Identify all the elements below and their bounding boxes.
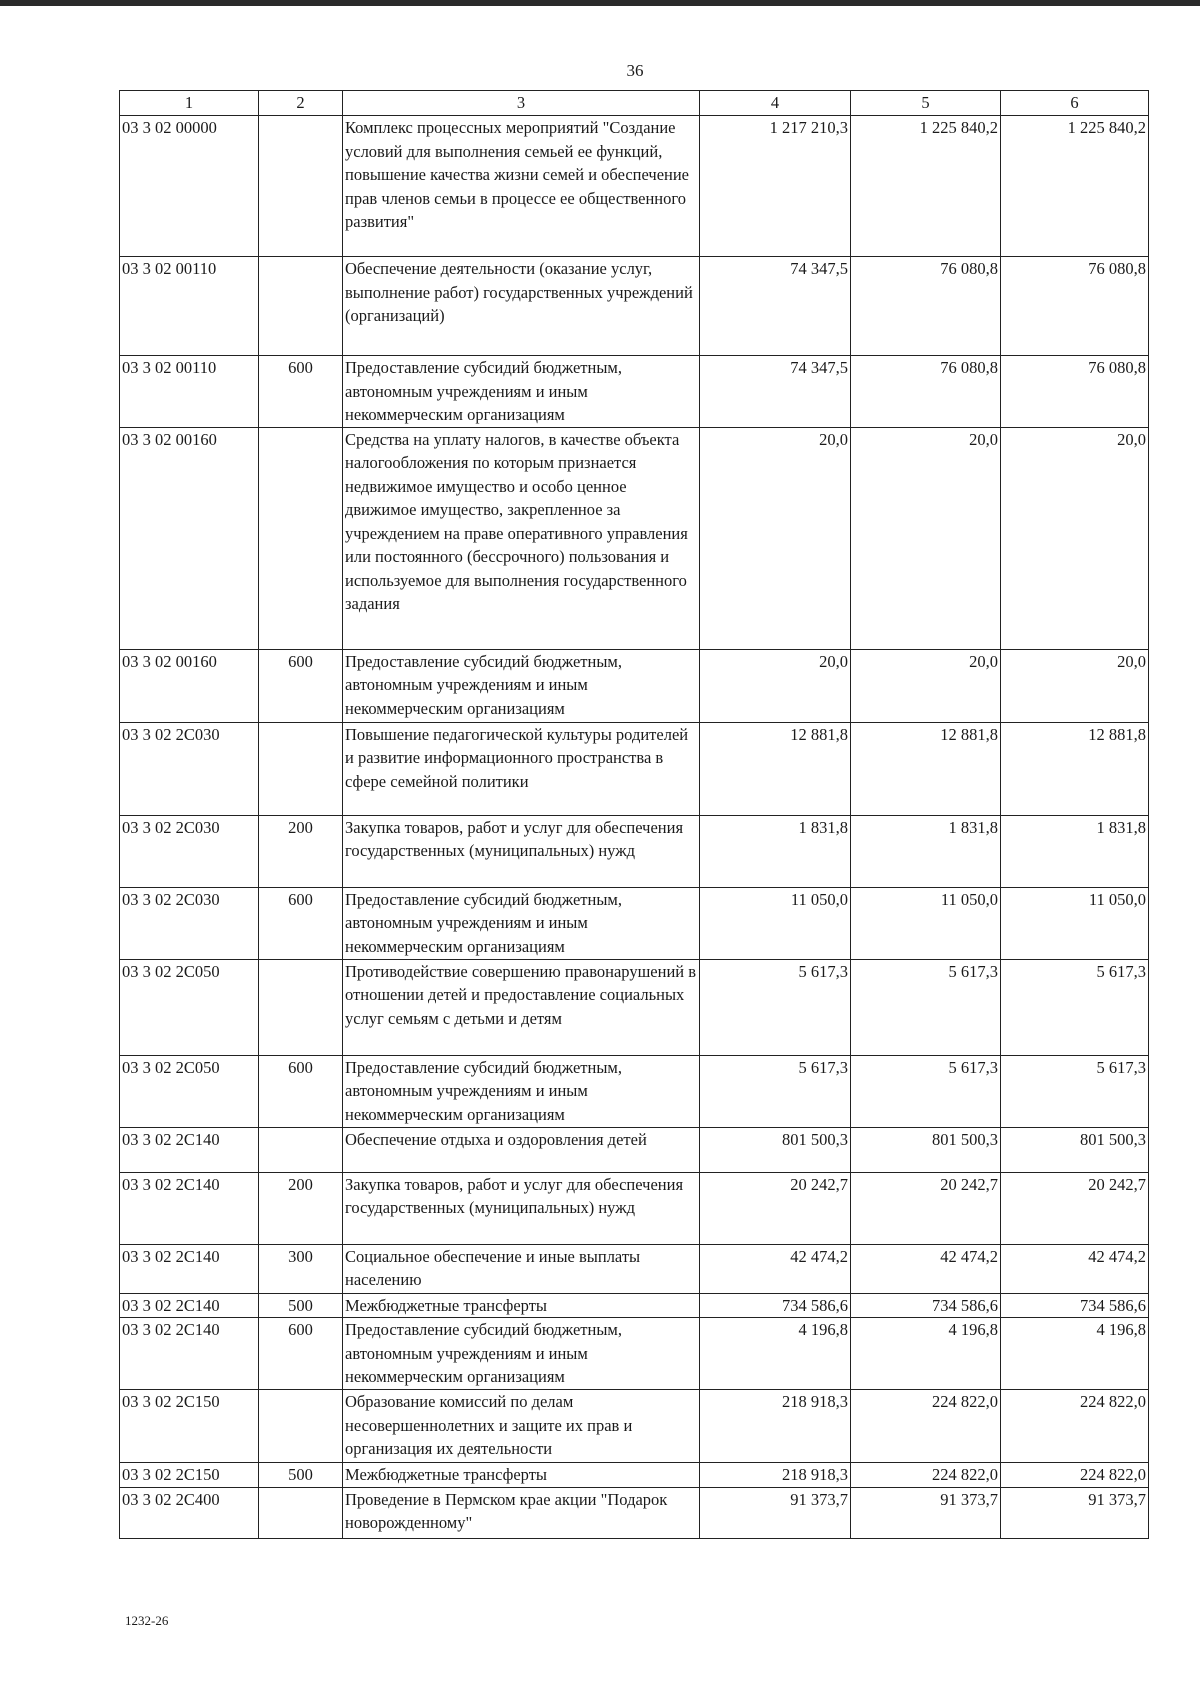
- row-expense-type: 600: [259, 356, 343, 428]
- header-col-6: 6: [1001, 91, 1149, 116]
- row-expense-type: 600: [259, 649, 343, 722]
- row-name: Средства на уплату налогов, в качестве объекта налогообложения по которым признается недвижимое имущество и особо ценное движимое имущество, закрепленное за учреждением на праве оперативного управления или постоянного (бессрочного) пользования и используемое для выполнения государственного задания: [343, 427, 700, 649]
- header-col-4: 4: [700, 91, 851, 116]
- row-value-col4: 20,0: [700, 427, 851, 649]
- row-code: 03 3 02 2С050: [120, 1055, 259, 1127]
- row-value-col5: 20 242,7: [851, 1172, 1001, 1244]
- scan-top-edge: [0, 0, 1200, 6]
- row-code: 03 3 02 2С030: [120, 722, 259, 815]
- row-value-col6: 76 080,8: [1001, 257, 1149, 356]
- row-value-col6: 42 474,2: [1001, 1244, 1149, 1293]
- table-row: [120, 1390, 1149, 1463]
- row-name: Предоставление субсидий бюджетным, автономным учреждениям и иным некоммерческим организациям: [343, 887, 700, 959]
- table-row: [120, 1318, 1149, 1390]
- row-value-col5: 42 474,2: [851, 1244, 1001, 1293]
- table-row: [120, 356, 1149, 428]
- row-name: Предоставление субсидий бюджетным, автономным учреждениям и иным некоммерческим организациям: [343, 1055, 700, 1127]
- row-value-col4: 20,0: [700, 649, 851, 722]
- row-code: 03 3 02 00110: [120, 257, 259, 356]
- row-value-col6: 20,0: [1001, 427, 1149, 649]
- row-code: 03 3 02 00000: [120, 116, 259, 257]
- row-code: 03 3 02 00110: [120, 356, 259, 428]
- row-name: Предоставление субсидий бюджетным, автономным учреждениям и иным некоммерческим организациям: [343, 1318, 700, 1390]
- row-value-col4: 74 347,5: [700, 257, 851, 356]
- row-code: 03 3 02 2С030: [120, 887, 259, 959]
- table-row: [120, 1293, 1149, 1318]
- row-value-col6: 4 196,8: [1001, 1318, 1149, 1390]
- header-col-3: 3: [343, 91, 700, 116]
- row-value-col5: 12 881,8: [851, 722, 1001, 815]
- row-name: Предоставление субсидий бюджетным, автономным учреждениям и иным некоммерческим организациям: [343, 649, 700, 722]
- row-code: 03 3 02 00160: [120, 649, 259, 722]
- table-row: [120, 815, 1149, 887]
- header-col-2: 2: [259, 91, 343, 116]
- row-value-col4: 4 196,8: [700, 1318, 851, 1390]
- row-expense-type: 600: [259, 1055, 343, 1127]
- row-value-col4: 5 617,3: [700, 1055, 851, 1127]
- row-value-col5: 734 586,6: [851, 1293, 1001, 1318]
- row-value-col6: 224 822,0: [1001, 1463, 1149, 1488]
- row-value-col6: 1 225 840,2: [1001, 116, 1149, 257]
- row-name: Межбюджетные трансферты: [343, 1463, 700, 1488]
- page-number: 36: [626, 61, 644, 80]
- row-name: Комплекс процессных мероприятий "Создание условий для выполнения семьей ее функций, повышение качества жизни семей и обеспечение прав членов семьи в процессе ее общественного развития": [343, 116, 700, 257]
- row-value-col6: 1 831,8: [1001, 815, 1149, 887]
- row-value-col5: 4 196,8: [851, 1318, 1001, 1390]
- row-value-col4: 42 474,2: [700, 1244, 851, 1293]
- row-expense-type: [259, 1390, 343, 1463]
- row-code: 03 3 02 2С150: [120, 1390, 259, 1463]
- row-value-col5: 91 373,7: [851, 1487, 1001, 1538]
- row-value-col5: 20,0: [851, 427, 1001, 649]
- table-row: [120, 887, 1149, 959]
- table-row: [120, 959, 1149, 1055]
- row-expense-type: 300: [259, 1244, 343, 1293]
- row-value-col5: 224 822,0: [851, 1463, 1001, 1488]
- row-value-col4: 218 918,3: [700, 1463, 851, 1488]
- row-name: Повышение педагогической культуры родителей и развитие информационного пространства в сфере семейной политики: [343, 722, 700, 815]
- table-row: [120, 649, 1149, 722]
- row-code: 03 3 02 00160: [120, 427, 259, 649]
- row-value-col4: 1 831,8: [700, 815, 851, 887]
- row-value-col5: 11 050,0: [851, 887, 1001, 959]
- row-value-col5: 76 080,8: [851, 356, 1001, 428]
- row-value-col6: 5 617,3: [1001, 1055, 1149, 1127]
- row-value-col5: 20,0: [851, 649, 1001, 722]
- table-row: [120, 116, 1149, 257]
- table-row: [120, 722, 1149, 815]
- header-col-5: 5: [851, 91, 1001, 116]
- row-code: 03 3 02 2С030: [120, 815, 259, 887]
- row-expense-type: [259, 959, 343, 1055]
- row-name: Образование комиссий по делам несовершеннолетних и защите их прав и организация их деятельности: [343, 1390, 700, 1463]
- row-value-col4: 218 918,3: [700, 1390, 851, 1463]
- row-expense-type: 200: [259, 1172, 343, 1244]
- row-expense-type: [259, 427, 343, 649]
- row-value-col5: 801 500,3: [851, 1127, 1001, 1172]
- row-expense-type: 500: [259, 1463, 343, 1488]
- row-value-col4: 74 347,5: [700, 356, 851, 428]
- row-expense-type: [259, 257, 343, 356]
- budget-table: [119, 90, 1149, 1539]
- row-name: Противодействие совершению правонарушений в отношении детей и предоставление социальных услуг семьям с детьми и детям: [343, 959, 700, 1055]
- row-value-col6: 76 080,8: [1001, 356, 1149, 428]
- row-value-col6: 91 373,7: [1001, 1487, 1149, 1538]
- table-row: [120, 1487, 1149, 1538]
- row-code: 03 3 02 2С400: [120, 1487, 259, 1538]
- row-expense-type: [259, 1127, 343, 1172]
- table-row: [120, 1244, 1149, 1293]
- row-code: 03 3 02 2С140: [120, 1127, 259, 1172]
- row-name: Закупка товаров, работ и услуг для обеспечения государственных (муниципальных) нужд: [343, 1172, 700, 1244]
- row-expense-type: 600: [259, 1318, 343, 1390]
- row-name: Закупка товаров, работ и услуг для обеспечения государственных (муниципальных) нужд: [343, 815, 700, 887]
- row-value-col6: 11 050,0: [1001, 887, 1149, 959]
- row-value-col5: 5 617,3: [851, 1055, 1001, 1127]
- row-value-col4: 801 500,3: [700, 1127, 851, 1172]
- table-row: [120, 257, 1149, 356]
- row-value-col5: 1 831,8: [851, 815, 1001, 887]
- table-row: [120, 1463, 1149, 1488]
- row-name: Обеспечение отдыха и оздоровления детей: [343, 1127, 700, 1172]
- row-value-col6: 20 242,7: [1001, 1172, 1149, 1244]
- row-expense-type: 500: [259, 1293, 343, 1318]
- row-code: 03 3 02 2С150: [120, 1463, 259, 1488]
- row-value-col4: 1 217 210,3: [700, 116, 851, 257]
- row-expense-type: [259, 116, 343, 257]
- row-value-col4: 12 881,8: [700, 722, 851, 815]
- row-code: 03 3 02 2С140: [120, 1172, 259, 1244]
- row-name: Предоставление субсидий бюджетным, автономным учреждениям и иным некоммерческим организациям: [343, 356, 700, 428]
- table-header-row: [120, 91, 1149, 116]
- row-value-col5: 1 225 840,2: [851, 116, 1001, 257]
- row-value-col6: 20,0: [1001, 649, 1149, 722]
- header-col-1: 1: [120, 91, 259, 116]
- row-value-col4: 11 050,0: [700, 887, 851, 959]
- row-code: 03 3 02 2С050: [120, 959, 259, 1055]
- row-value-col4: 5 617,3: [700, 959, 851, 1055]
- row-code: 03 3 02 2С140: [120, 1244, 259, 1293]
- row-expense-type: 600: [259, 887, 343, 959]
- row-code: 03 3 02 2С140: [120, 1293, 259, 1318]
- row-value-col5: 5 617,3: [851, 959, 1001, 1055]
- row-value-col5: 224 822,0: [851, 1390, 1001, 1463]
- row-value-col5: 76 080,8: [851, 257, 1001, 356]
- row-value-col4: 91 373,7: [700, 1487, 851, 1538]
- row-name: Обеспечение деятельности (оказание услуг, выполнение работ) государственных учреждений (организаций): [343, 257, 700, 356]
- table-row: [120, 1172, 1149, 1244]
- row-name: Проведение в Пермском крае акции "Подарок новорожденному": [343, 1487, 700, 1538]
- row-expense-type: [259, 1487, 343, 1538]
- row-expense-type: [259, 722, 343, 815]
- row-code: 03 3 02 2С140: [120, 1318, 259, 1390]
- row-name: Межбюджетные трансферты: [343, 1293, 700, 1318]
- row-value-col4: 734 586,6: [700, 1293, 851, 1318]
- document-id: 1232-26: [125, 1613, 169, 1628]
- row-value-col6: 224 822,0: [1001, 1390, 1149, 1463]
- row-expense-type: 200: [259, 815, 343, 887]
- table-row: [120, 427, 1149, 649]
- table-row: [120, 1127, 1149, 1172]
- row-value-col6: 5 617,3: [1001, 959, 1149, 1055]
- table-row: [120, 1055, 1149, 1127]
- row-value-col6: 801 500,3: [1001, 1127, 1149, 1172]
- row-value-col6: 12 881,8: [1001, 722, 1149, 815]
- row-value-col4: 20 242,7: [700, 1172, 851, 1244]
- row-value-col6: 734 586,6: [1001, 1293, 1149, 1318]
- row-name: Социальное обеспечение и иные выплаты населению: [343, 1244, 700, 1293]
